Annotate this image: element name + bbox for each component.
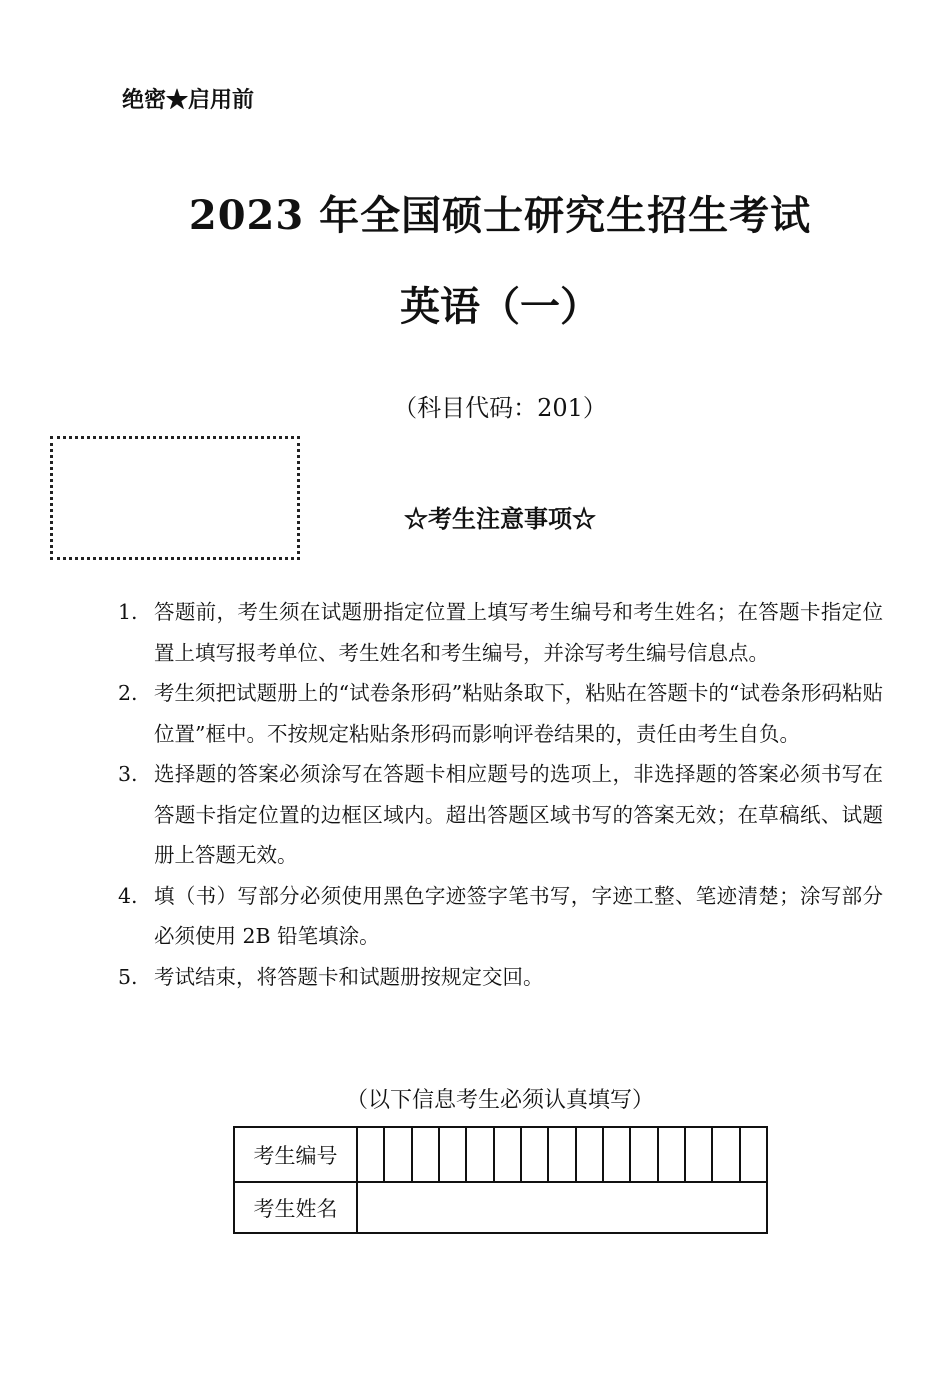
instruction-item (118, 592, 883, 673)
notice-heading: ☆考生注意事项☆ (404, 504, 596, 533)
candidate-name-field[interactable] (357, 1182, 767, 1233)
candidate-id-digit-box[interactable] (522, 1128, 549, 1181)
instruction-number: 1. (118, 600, 138, 624)
instruction-list (118, 592, 883, 997)
instruction-item (118, 754, 883, 876)
candidate-id-digit-box[interactable] (713, 1128, 740, 1181)
candidate-id-digit-box[interactable] (467, 1128, 494, 1181)
candidate-id-digit-box[interactable] (741, 1128, 766, 1181)
barcode-sticker-area (50, 436, 300, 560)
candidate-id-field[interactable] (357, 1127, 767, 1182)
subject-title: 英语（一） (400, 283, 600, 330)
instruction-number: 3. (118, 762, 138, 786)
instruction-text: 考生须把试题册上的“试卷条形码”粘贴条取下，粘贴在答题卡的“试卷条形码粘贴位置”框中。不按规定粘贴条形码而影响评卷结果的，责任由考生自负。 (154, 681, 883, 746)
candidate-id-digit-boxes[interactable] (358, 1128, 766, 1181)
candidate-id-digit-box[interactable] (604, 1128, 631, 1181)
instruction-number: 5. (118, 964, 138, 989)
candidate-id-digit-box[interactable] (549, 1128, 576, 1181)
candidate-id-digit-box[interactable] (358, 1128, 385, 1181)
fill-in-note: （以下信息考生必须认真填写） (345, 1088, 654, 1113)
candidate-id-digit-box[interactable] (385, 1128, 412, 1181)
candidate-info-table (233, 1126, 768, 1234)
candidate-id-digit-box[interactable] (631, 1128, 658, 1181)
instruction-number: 4. (118, 883, 138, 908)
candidate-id-digit-box[interactable] (686, 1128, 713, 1181)
instruction-text: 选择题的答案必须涂写在答题卡相应题号的选项上，非选择题的答案必须书写在答题卡指定位置的边框区域内。超出答题区域书写的答案无效；在草稿纸、试题册上答题无效。 (154, 762, 883, 867)
candidate-id-label: 考生编号 (234, 1127, 357, 1182)
candidate-id-digit-box[interactable] (659, 1128, 686, 1181)
candidate-id-digit-box[interactable] (440, 1128, 467, 1181)
instruction-text: 考试结束，将答题卡和试题册按规定交回。 (154, 964, 544, 989)
instruction-text: 答题前，考生须在试题册指定位置上填写考生编号和考生姓名；在答题卡指定位置上填写报考单位、考生姓名和考生编号，并涂写考生编号信息点。 (154, 600, 883, 665)
exam-title: 2023 年全国硕士研究生招生考试 (188, 192, 812, 239)
candidate-id-digit-box[interactable] (413, 1128, 440, 1181)
instruction-item (118, 876, 883, 957)
subject-code: （科目代码：201） (393, 394, 607, 422)
instruction-number: 2. (118, 681, 138, 705)
candidate-id-digit-box[interactable] (577, 1128, 604, 1181)
instruction-item (118, 957, 883, 998)
instruction-text: 填（书）写部分必须使用黑色字迹签字笔书写，字迹工整、笔迹清楚；涂写部分必须使用 2B 铅笔填涂。 (154, 883, 883, 948)
candidate-id-digit-box[interactable] (495, 1128, 522, 1181)
confidential-label: 绝密★启用前 (122, 87, 255, 113)
candidate-name-label: 考生姓名 (234, 1182, 357, 1233)
instruction-item (118, 673, 883, 754)
candidate-id-row (234, 1127, 767, 1182)
candidate-name-row (234, 1182, 767, 1233)
